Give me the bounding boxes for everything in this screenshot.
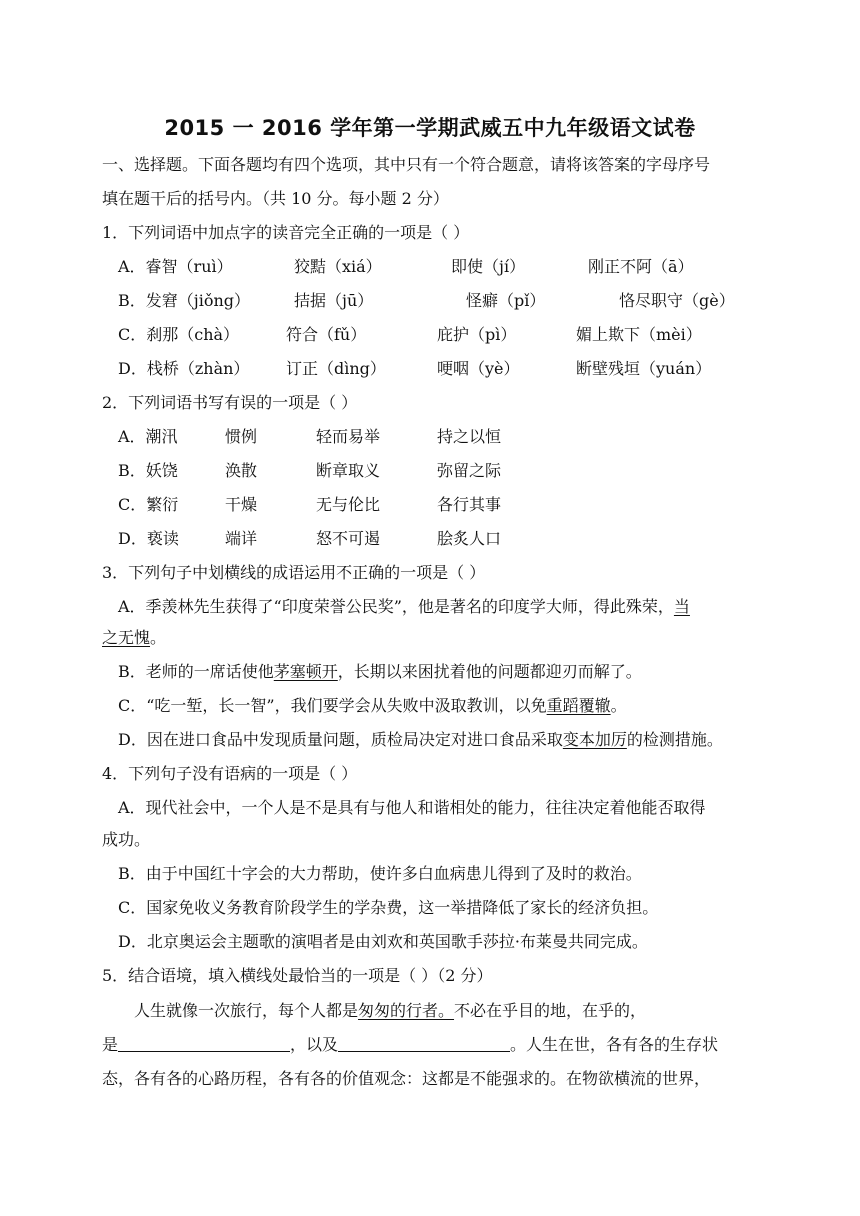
q3-option-d-underlined: 变本加厉 <box>562 730 627 749</box>
page-title: 2015 一 2016 学年第一学期武威五中九年级语文试卷 <box>164 116 696 140</box>
q1-option-c-2: 符合（fǔ） <box>286 325 367 344</box>
q2-option-d-2: 端详 <box>225 529 258 548</box>
q3-option-a-line2 <box>102 627 166 649</box>
q5-passage-line1 <box>134 1000 646 1022</box>
q4-option-a-line1: A．现代社会中，一个人是不是具有与他人和谐相处的能力，往往决定着他能否取得 <box>118 798 706 817</box>
q1-option-a-4: 刚正不阿（ā） <box>588 257 694 276</box>
q1-option-d-3: 哽咽（yè） <box>437 359 520 378</box>
q4-option-c: C．国家免收义务教育阶段学生的学杂费，这一举措降低了家长的经济负担。 <box>118 898 659 917</box>
q1-option-c-3: 庇护（pì） <box>437 325 517 344</box>
q3-option-c-end: 。 <box>610 696 627 715</box>
q1-option-a-3: 即使（jí） <box>451 257 526 276</box>
q2-option-c-3: 无与伦比 <box>316 495 381 514</box>
q5-passage-continuation: 。人生在世，各有各的生存状 <box>510 1035 719 1054</box>
q1-option-c-1: C．刹那（chà） <box>118 325 240 344</box>
q2-option-c-2: 干燥 <box>225 495 258 514</box>
q3-option-c-underlined: 重蹈覆辙 <box>546 696 611 715</box>
q1-option-b-2: 拮据（jū） <box>294 291 374 310</box>
q2-option-c-1: C．繁衍 <box>118 495 179 514</box>
q4-option-d: D．北京奥运会主题歌的演唱者是由刘欢和英国歌手莎拉·布莱曼共同完成。 <box>118 932 648 951</box>
q1-option-b-4: 恪尽职守（gè） <box>619 291 735 310</box>
q2-option-d-4: 脍炙人口 <box>437 529 502 548</box>
q1-option-a-1: A．睿智（ruì） <box>118 257 233 276</box>
question-1-stem: 1．下列词语中加点字的读音完全正确的一项是（ ） <box>102 223 470 242</box>
q1-option-d-1: D．栈桥（zhàn） <box>118 359 250 378</box>
q2-option-d-1: D．亵读 <box>118 529 179 548</box>
question-2-stem: 2．下列词语书写有误的一项是（ ） <box>102 393 358 412</box>
q3-option-b <box>118 661 642 683</box>
q5-passage-text: 人生就像一次旅行，每个人都是 <box>134 1001 359 1020</box>
section-intro-line1: 一、选择题。下面各题均有四个选项，其中只有一个符合题意，请将该答案的字母序号 <box>102 155 711 174</box>
q3-option-c <box>118 695 627 717</box>
q5-passage-word: 是 <box>102 1035 119 1054</box>
answer-blank-2[interactable] <box>338 1035 510 1052</box>
q2-option-a-2: 惯例 <box>225 427 258 446</box>
q2-option-b-4: 弥留之际 <box>437 461 502 480</box>
q5-passage-underlined: 匆匆的行者。 <box>358 1001 455 1020</box>
q1-option-d-4: 断壁残垣（yuán） <box>576 359 712 378</box>
q5-passage-line3: 态，各有各的心路历程，各有各的价值观念：这都是不能强求的。在物欲横流的世界， <box>102 1069 711 1088</box>
q2-option-d-3: 怒不可遏 <box>316 529 381 548</box>
q3-option-d-end: 的检测措施。 <box>626 730 723 749</box>
question-4-stem: 4．下列句子没有语病的一项是（ ） <box>102 764 358 783</box>
q2-option-b-1: B．妖饶 <box>118 461 178 480</box>
q2-option-a-3: 轻而易举 <box>316 427 381 446</box>
q4-option-a-line2: 成功。 <box>102 830 151 849</box>
q3-option-d <box>118 729 723 751</box>
q3-option-d-text: D．因在进口食品中发现质量问题，质检局决定对进口食品采取 <box>118 730 563 749</box>
q2-option-b-2: 涣散 <box>225 461 258 480</box>
q1-option-a-2: 狡黠（xiá） <box>294 257 382 276</box>
q2-option-b-3: 断章取义 <box>316 461 381 480</box>
answer-blank-1[interactable] <box>118 1035 290 1052</box>
q3-option-c-text: C．“吃一堑，长一智”，我们要学会从失败中汲取教训，以免 <box>118 696 547 715</box>
q3-option-a-line1 <box>118 596 690 618</box>
question-3-stem: 3．下列句子中划横线的成语运用不正确的一项是（ ） <box>102 563 486 582</box>
q1-option-d-2: 订正（dìng） <box>286 359 386 378</box>
q3-option-b-underlined: 茅塞顿开 <box>273 662 338 681</box>
q4-option-b: B．由于中国红十字会的大力帮助，使许多白血病患儿得到了及时的救治。 <box>118 864 642 883</box>
q5-passage-text-end: 不必在乎目的地，在乎的， <box>454 1001 647 1020</box>
q2-option-c-4: 各行其事 <box>437 495 502 514</box>
q3-option-a-end: 。 <box>150 628 167 647</box>
q3-option-a-underlined-start: 当 <box>673 597 690 616</box>
q2-option-a-4: 持之以恒 <box>437 427 502 446</box>
section-intro-line2: 填在题干后的括号内。（共 10 分。每小题 2 分） <box>102 189 449 208</box>
q1-option-c-4: 媚上欺下（mèi） <box>576 325 702 344</box>
q2-option-a-1: A．潮汛 <box>118 427 178 446</box>
q3-option-a-underlined-end: 之无愧 <box>102 628 151 647</box>
q5-passage-connector: ，以及 <box>290 1035 339 1054</box>
q5-passage-line2 <box>102 1034 718 1056</box>
q3-option-b-text: B．老师的一席话使他 <box>118 662 274 681</box>
q3-option-a-text: A．季羡林先生获得了“印度荣誉公民奖”，他是著名的印度学大师，得此殊荣， <box>118 597 674 616</box>
question-5-stem: 5．结合语境，填入横线处最恰当的一项是（ ）（2 分） <box>102 966 493 985</box>
q1-option-b-1: B．发窘（jiǒng） <box>118 291 251 310</box>
q3-option-b-end: ，长期以来困扰着他的问题都迎刃而解了。 <box>337 662 642 681</box>
q1-option-b-3: 怪癖（pǐ） <box>466 291 546 310</box>
